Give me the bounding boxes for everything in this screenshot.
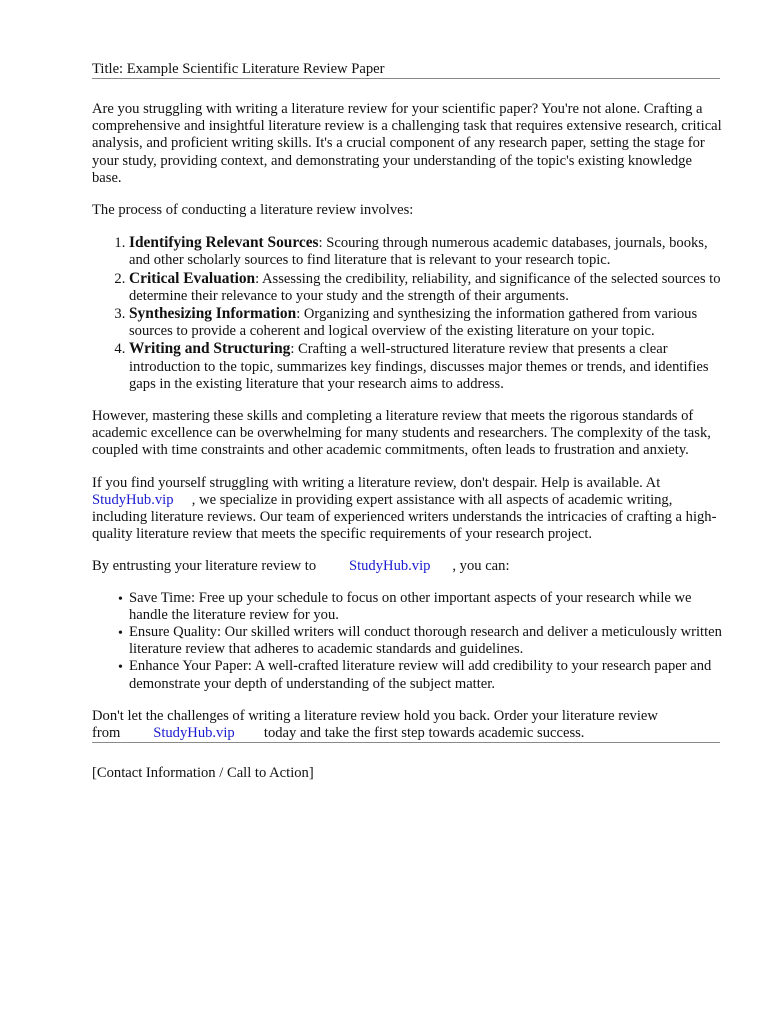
closing-text-before: Don't let the challenges of writing a literature review hold you back. Order your literature review from xyxy=(92,707,658,742)
help-text-after: , we specialize in providing expert assistance with all aspects of academic writing, including literature reviews. Our team of experienced writers understands the intricacies of crafting a high-quality literature review that meets the specific requirements of your research project. xyxy=(92,491,717,543)
entrust-text-after: , you can: xyxy=(452,558,510,575)
bottom-divider xyxy=(92,742,720,743)
entrust-paragraph xyxy=(92,558,722,575)
process-step xyxy=(129,305,722,340)
step-name: Writing and Structuring xyxy=(129,340,291,358)
benefits-list xyxy=(92,590,722,693)
step-name: Critical Evaluation xyxy=(129,269,256,287)
process-step xyxy=(129,270,722,305)
benefit-text: Save Time: Free up your schedule to focus on other important aspects of your research while we handle the literature review for you. xyxy=(129,589,692,623)
help-text-before: If you find yourself struggling with writing a literature review, don't despair. Help is available. At xyxy=(92,474,661,491)
contact-placeholder: [Contact Information / Call to Action] xyxy=(92,765,314,782)
entrust-text-before: By entrusting your literature review to xyxy=(92,558,317,575)
step-description: : Assessing the credibility, reliability, and significance of the selected sources to determine their relevance to your study and the strength of their arguments. xyxy=(129,270,721,304)
benefit-text: Ensure Quality: Our skilled writers will conduct thorough research and deliver a meticulously written literature review that adheres to academic standards and guidelines. xyxy=(129,624,722,658)
benefit-item xyxy=(118,658,722,692)
top-divider xyxy=(92,78,720,79)
step-description: : Scouring through numerous academic databases, journals, books, and other scholarly sources to find literature that is relevant to your research topic. xyxy=(129,235,708,269)
document-title: Title: Example Scientific Literature Review Paper xyxy=(92,61,385,77)
benefit-item xyxy=(118,589,722,624)
benefit-item xyxy=(118,624,722,658)
step-description: : Crafting a well-structured literature review that presents a clear introduction to the topic, summarizes key findings, discusses major themes or trends, and identifies gaps in the existing literature that your research aims to address. xyxy=(129,341,709,392)
bullet-icon: • xyxy=(118,591,123,607)
bullet-icon: • xyxy=(118,660,123,676)
studyhub-link[interactable]: StudyHub.vip xyxy=(92,491,174,508)
closing-paragraph xyxy=(92,708,722,742)
step-description: : Organizing and synthesizing the information gathered from various sources to provide a coherent and logical overview of the existing literature on your topic. xyxy=(129,306,698,340)
step-name: Identifying Relevant Sources xyxy=(129,234,319,252)
studyhub-link[interactable]: StudyHub.vip xyxy=(153,725,235,742)
bullet-icon: • xyxy=(118,626,123,642)
closing-text-after: today and take the first step towards academic success. xyxy=(263,725,585,742)
process-step xyxy=(129,234,722,269)
process-step xyxy=(129,340,722,393)
process-intro-paragraph: The process of conducting a literature review involves: xyxy=(92,202,414,219)
process-steps-list xyxy=(92,234,722,393)
intro-paragraph: Are you struggling with writing a literature review for your scientific paper? You're not alone. Crafting a comprehensive and insightful literature review is a challenging task that requires extensive research, critical analysis, and proficient writing skills. It's a crucial component of any research paper, setting the stage for your study, providing context, and demonstrating your understanding of the topic's existing knowledge base. xyxy=(92,101,722,186)
help-paragraph xyxy=(92,475,722,544)
benefit-text: Enhance Your Paper: A well-crafted literature review will add credibility to your research paper and demonstrate your depth of understanding of the subject matter. xyxy=(129,658,712,692)
step-name: Synthesizing Information xyxy=(129,305,297,323)
however-paragraph: However, mastering these skills and completing a literature review that meets the rigorous standards of academic excellence can be overwhelming for many students and researchers. The complexity of the task, coupled with time constraints and other academic commitments, often leads to frustration and anxiety. xyxy=(92,408,711,459)
document-page xyxy=(92,61,722,783)
studyhub-link[interactable]: StudyHub.vip xyxy=(348,558,431,575)
